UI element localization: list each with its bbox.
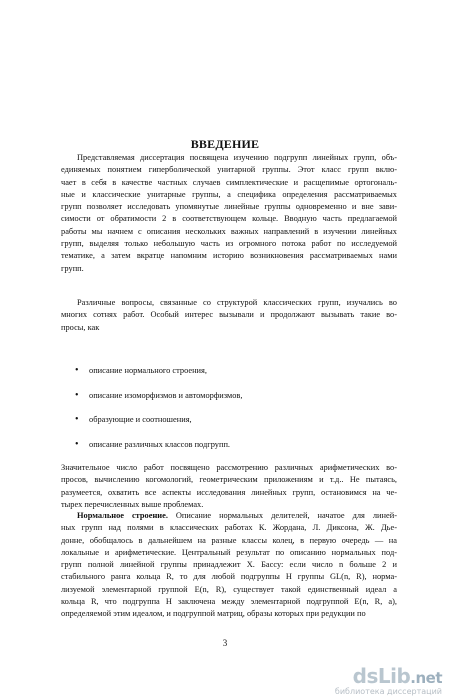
problems-list: [75, 366, 395, 464]
text-line: тематике, а затем вкратце напомним историю возникновения рассматриваемых нами: [61, 251, 397, 261]
text-line: групп полной линейной группы принадлежит Х. Бассу: если число n больше 2 и: [61, 560, 397, 570]
bullet-icon: •: [75, 365, 79, 376]
text-line: определяемой этим идеалом, и подгруппой матриц, образы которых при редукции по: [61, 609, 366, 619]
list-item: [75, 391, 395, 416]
text-line: Значительное число работ посвящено рассмотрению различных арифметических во-: [61, 463, 397, 472]
text-line: ных групп над полями в классических работах К. Жордана, Л. Диксона, Ж. Дье-: [61, 523, 397, 533]
watermark-logo-text: dsLib.net: [352, 664, 442, 688]
list-item-text: образующие и соотношения,: [89, 415, 192, 424]
list-item-text: описание нормального строения,: [89, 366, 207, 375]
bullet-icon: •: [75, 414, 79, 425]
page-number: 3: [222, 638, 228, 648]
text-line: донне, обобщалось в дальнейшем на разные классы колец, в первую очередь — на: [61, 535, 397, 545]
text-line: групп позволяет исследовать упомянутые линейные группы одновременно и вне зави-: [61, 202, 397, 212]
list-item: [75, 366, 395, 391]
text-line: тырех перечисленных выше проблемах.: [61, 499, 204, 509]
text-line: групп.: [61, 263, 84, 273]
text-line: кольца R, что подгруппа H заключена между элементарной подгруппой E(n, R, a),: [61, 597, 397, 607]
text-line: лизуемой элементарной группой E(n, R), существует такой единственный идеал a: [61, 584, 397, 594]
bullet-icon: •: [75, 438, 79, 450]
text-line: единяемых понятием гиперболической унитарной группы. Этот класс групп вклю-: [61, 165, 397, 175]
text-line: симости от обратимости 2 в соответствующем кольце. Вводную часть предлагаемой: [61, 214, 397, 224]
arithmetic-paragraph: [61, 462, 397, 511]
text-line: групп, выделяя только небольшую часть из огромного потока работ по исследуемой: [61, 239, 397, 249]
text-line: чает в себя в качестве частных случаев симплектические и расщепимые ортогональ-: [61, 177, 397, 187]
list-item: [75, 415, 395, 440]
text-line: локальные и арифметические. Центральный результат по описанию нормальных под-: [61, 547, 397, 557]
list-item-text: описание изоморфизмов и автоморфизмов,: [89, 390, 243, 400]
dslib-watermark-logo: [312, 664, 444, 698]
intro-paragraph: [61, 152, 397, 275]
normal-structure-paragraph: [61, 510, 397, 621]
bullet-icon: •: [75, 389, 79, 401]
text-line: стабильного ранга кольца R, то для любой подгруппы H группы GL(n, R), норма-: [61, 572, 397, 582]
watermark-tagline: библиотека диссертаций: [334, 687, 442, 696]
page-title: ВВЕДЕНИЕ: [190, 137, 260, 151]
text-line: многих сотнях работ. Особый интерес вызывали и продолжают вызывать такие во-: [61, 310, 397, 320]
list-item: [75, 440, 395, 465]
list-item-text: описание различных классов подгрупп.: [89, 439, 231, 449]
text-line: работы мы начнем с описания нескольких важных направлений в изучении линейных: [61, 226, 397, 236]
text-line: просы, как: [61, 322, 100, 332]
questions-paragraph: [61, 297, 397, 334]
text-line: Различные вопросы, связанные со структурой классических групп, изучались во: [77, 298, 397, 307]
text-line: Представляемая диссертация посвящена изучению подгрупп линейных групп, объ-: [77, 153, 397, 162]
text-line: ные и классические унитарные группы, а специфика определения рассматриваемых: [61, 189, 397, 199]
text-line: Нормальное строение. Описание нормальных делителей, начатое для линей-: [77, 511, 397, 520]
text-line: разумеется, охватить все аспекты исследования линейных групп, остановимся на че-: [61, 487, 397, 497]
text-line: просов, вычислению когомологий, геометрическим приложениям и т.д.. Не пытаясь,: [61, 475, 397, 485]
